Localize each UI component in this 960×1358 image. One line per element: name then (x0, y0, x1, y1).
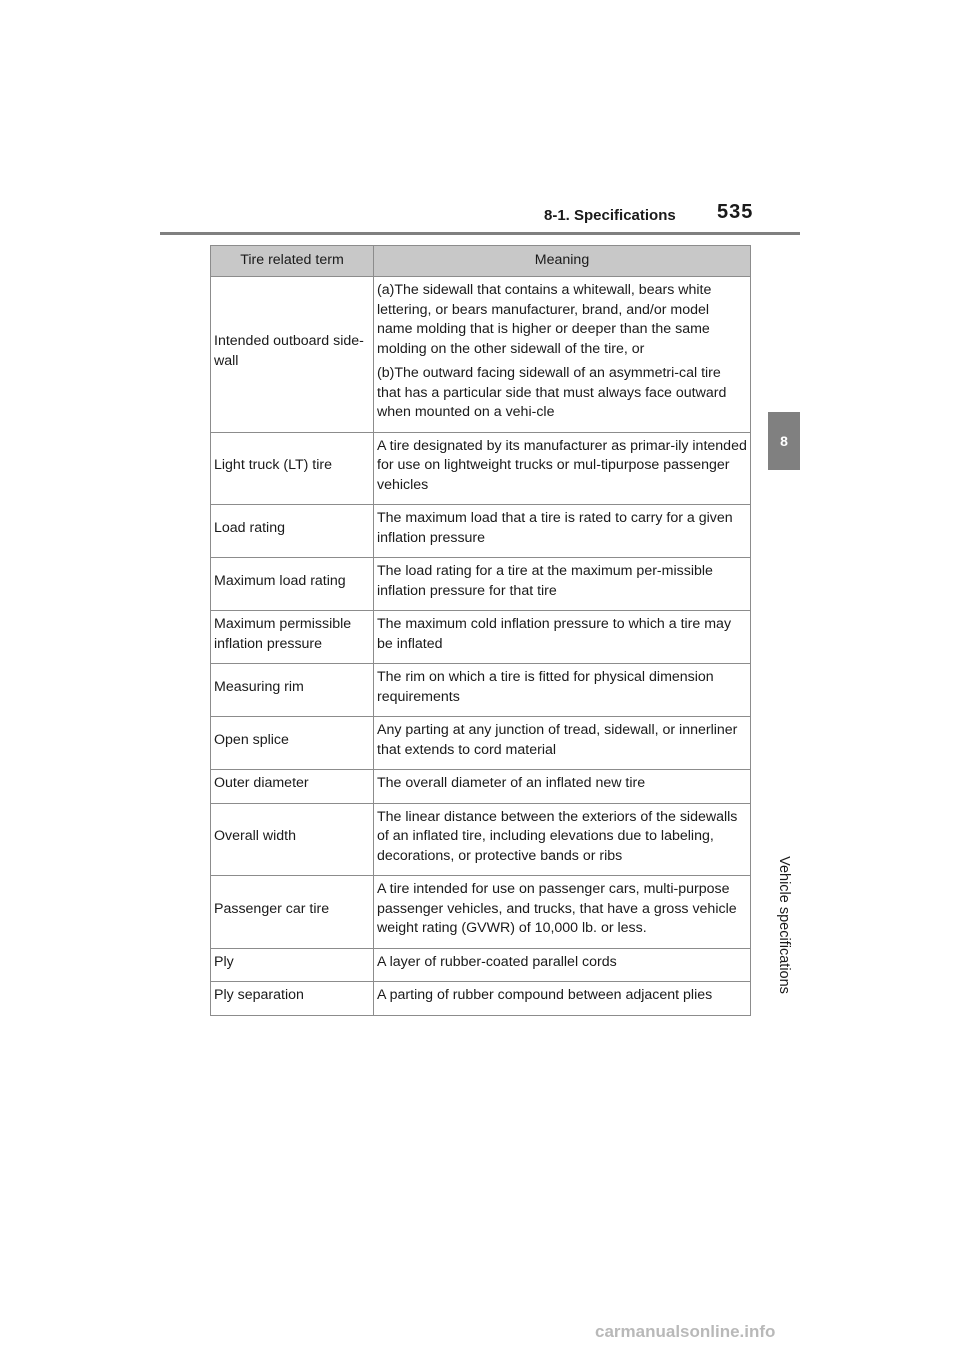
meaning-paragraph: (b)The outward facing sidewall of an asymmetri-cal tire that has a particular side that must always face outward when mounted on a vehi-cle (377, 365, 727, 420)
meaning-paragraph: The rim on which a tire is fitted for physical dimension requirements (377, 669, 714, 705)
meaning-cell (374, 982, 751, 1016)
meaning-paragraph: A layer of rubber-coated parallel cords (377, 953, 617, 970)
meaning-paragraph: A tire designated by its manufacturer as primar-ily intended for use on lightweight trucks or mul-tipurpose passenger vehicles (377, 437, 747, 493)
meaning-paragraph: A parting of rubber compound between adjacent plies (377, 987, 713, 1003)
meaning-cell (374, 505, 751, 558)
term-cell: Intended outboard side-wall (211, 277, 374, 433)
meaning-cell (374, 876, 751, 949)
table-row (211, 717, 751, 770)
term-cell: Overall width (211, 803, 374, 876)
meaning-paragraph: (a)The sidewall that contains a whitewall, bears white lettering, or bears manufacturer, brand, and/or model name molding that is higher or deeper than the same molding on the other sidewall of the tire, or (377, 282, 712, 357)
term-cell: Ply (211, 948, 374, 982)
meaning-cell (374, 611, 751, 664)
meaning-paragraph: The maximum load that a tire is rated to carry for a given inflation pressure (377, 510, 733, 546)
meaning-paragraph: The linear distance between the exteriors of the sidewalls of an inflated tire, including elevations due to labeling, decorations, or protective bands or ribs (377, 808, 738, 864)
term-cell: Passenger car tire (211, 876, 374, 949)
tire-terms-table (210, 245, 751, 1016)
table-row (211, 982, 751, 1016)
header-rule (160, 232, 800, 235)
meaning-cell (374, 803, 751, 876)
table-row (211, 664, 751, 717)
meaning-cell (374, 558, 751, 611)
table-row (211, 611, 751, 664)
term-cell: Maximum load rating (211, 558, 374, 611)
term-cell: Outer diameter (211, 770, 374, 804)
term-cell: Ply separation (211, 982, 374, 1016)
table-header-row (211, 246, 751, 277)
section-title: 8-1. Specifications (544, 207, 676, 224)
table-row (211, 432, 751, 505)
meaning-cell (374, 277, 751, 433)
meaning-paragraph: The maximum cold inflation pressure to which a tire may be inflated (377, 616, 732, 652)
table-row (211, 505, 751, 558)
chapter-number: 8 (780, 433, 788, 449)
table-row (211, 770, 751, 804)
chapter-tab (768, 412, 800, 470)
table-row (211, 876, 751, 949)
term-cell: Light truck (LT) tire (211, 432, 374, 505)
meaning-paragraph: The overall diameter of an inflated new tire (377, 775, 646, 791)
table-row (211, 803, 751, 876)
meaning-paragraph: The load rating for a tire at the maximum per-missible inflation pressure for that tire (377, 563, 713, 599)
chapter-title: Vehicle specifications (776, 856, 792, 994)
meaning-paragraph: Any parting at any junction of tread, sidewall, or innerliner that extends to cord material (377, 722, 738, 758)
page-number: 535 (717, 201, 754, 223)
meaning-cell (374, 664, 751, 717)
meaning-cell (374, 948, 751, 982)
table-row (211, 277, 751, 433)
term-cell: Measuring rim (211, 664, 374, 717)
watermark-link[interactable]: carmanualsonline.info (595, 1322, 776, 1341)
column-header-meaning: Meaning (374, 246, 751, 277)
meaning-cell (374, 432, 751, 505)
table-row (211, 948, 751, 982)
term-cell: Open splice (211, 717, 374, 770)
meaning-cell (374, 717, 751, 770)
term-cell: Load rating (211, 505, 374, 558)
term-cell: Maximum permissible inflation pressure (211, 611, 374, 664)
table-row (211, 558, 751, 611)
meaning-paragraph: A tire intended for use on passenger cars, multi-purpose passenger vehicles, and trucks, that have a gross vehicle weight rating (GVWR) of 10,000 lb. or less. (377, 881, 737, 936)
meaning-cell (374, 770, 751, 804)
column-header-term: Tire related term (211, 246, 374, 277)
